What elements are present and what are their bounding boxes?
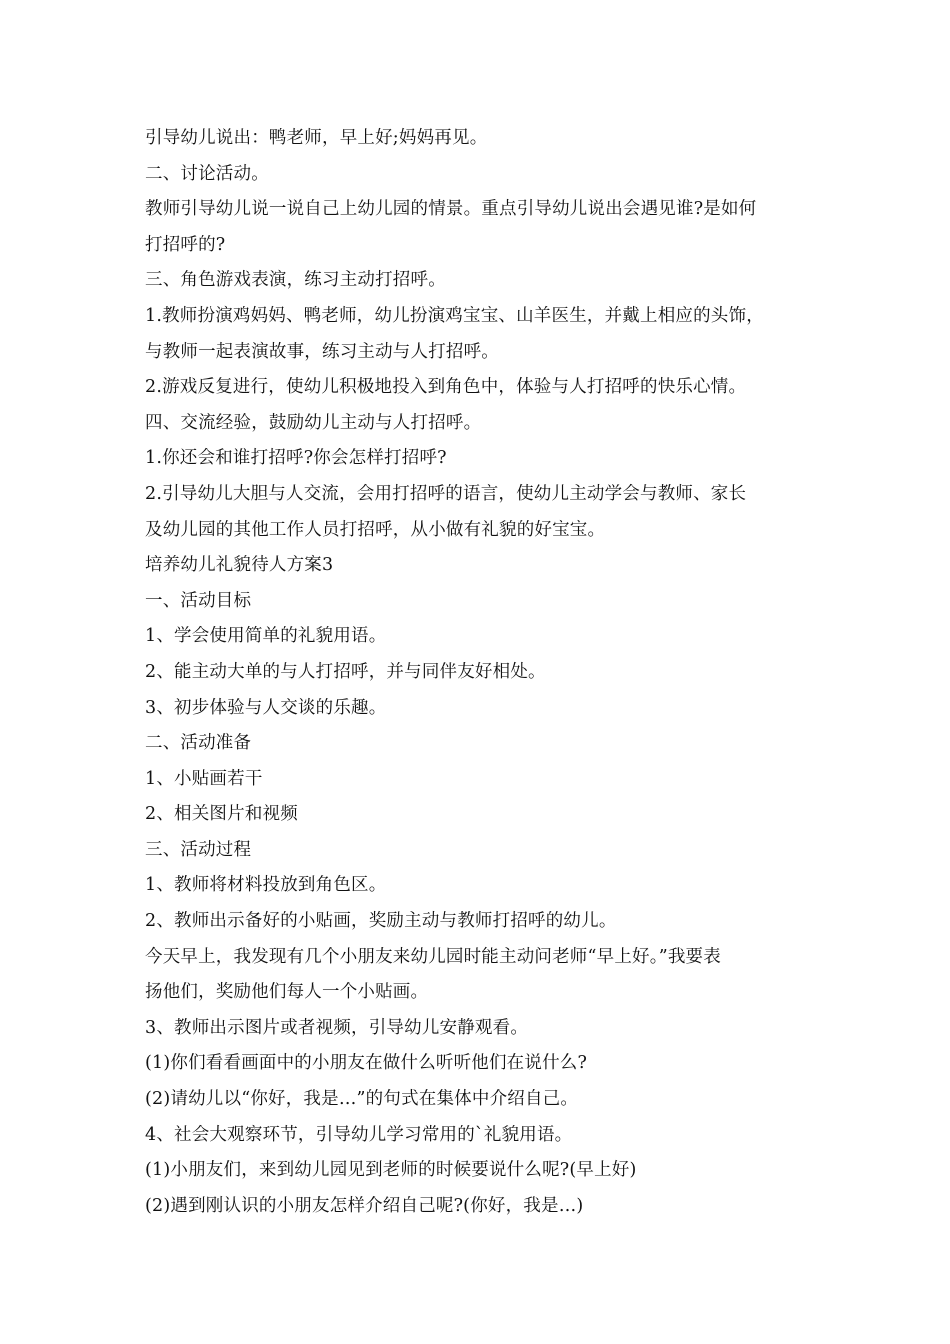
text-line: (1)小朋友们，来到幼儿园见到老师的时候要说什么呢?(早上好) (145, 1160, 637, 1181)
text-line: 与教师一起表演故事，练习主动与人打招呼。 (145, 341, 499, 362)
text-line: (2)遇到刚认识的小朋友怎样介绍自己呢?(你好，我是…) (145, 1195, 584, 1216)
text-line: 扬他们，奖励他们每人一个小贴画。 (145, 982, 429, 1003)
text-line: 4、社会大观察环节，引导幼儿学习常用的`礼貌用语。 (145, 1124, 573, 1145)
text-line: 1、小贴画若干 (145, 768, 263, 789)
text-line: 2.引导幼儿大胆与人交流，会用打招呼的语言，使幼儿主动学会与教师、家长 (145, 483, 747, 504)
text-line: 四、交流经验，鼓励幼儿主动与人打招呼。 (145, 412, 482, 433)
text-line: 今天早上，我发现有几个小朋友来幼儿园时能主动问老师“早上好。”我要表 (145, 946, 721, 967)
text-line: 教师引导幼儿说一说自己上幼儿园的情景。重点引导幼儿说出会遇见谁?是如何 (145, 199, 757, 220)
text-line: 1.教师扮演鸡妈妈、鸭老师，幼儿扮演鸡宝宝、山羊医生，并戴上相应的头饰， (145, 305, 764, 326)
text-line: (1)你们看看画面中的小朋友在做什么听听他们在说什么? (145, 1053, 588, 1074)
text-line: 一、活动目标 (145, 590, 252, 611)
text-line: 二、活动准备 (145, 733, 252, 754)
text-line: 引导幼儿说出：鸭老师，早上好;妈妈再见。 (145, 128, 488, 148)
text-line: 三、角色游戏表演，练习主动打招呼。 (145, 270, 446, 291)
text-line: 及幼儿园的其他工作人员打招呼，从小做有礼貌的好宝宝。 (145, 519, 606, 540)
text-line: 1、教师将材料投放到角色区。 (145, 875, 387, 896)
text-line: (2)请幼儿以“你好，我是…”的句式在集体中介绍自己。 (145, 1089, 579, 1110)
text-line: 3、初步体验与人交谈的乐趣。 (145, 697, 387, 718)
text-line: 2.游戏反复进行，使幼儿积极地投入到角色中，体验与人打招呼的快乐心情。 (145, 377, 747, 398)
text-line: 培养幼儿礼貌待人方案3 (145, 555, 334, 576)
text-line: 2、教师出示备好的小贴画，奖励主动与教师打招呼的幼儿。 (145, 911, 617, 932)
text-line: 三、活动过程 (145, 839, 252, 860)
text-line: 1、学会使用简单的礼貌用语。 (145, 626, 387, 647)
text-line: 二、讨论活动。 (145, 163, 269, 184)
text-line: 打招呼的? (145, 234, 226, 255)
text-line: 2、能主动大单的与人打招呼，并与同伴友好相处。 (145, 661, 546, 682)
text-line: 2、相关图片和视频 (145, 804, 298, 825)
text-line: 1.你还会和谁打招呼?你会怎样打招呼? (145, 448, 447, 469)
document-body (145, 121, 825, 1224)
text-line: 3、教师出示图片或者视频，引导幼儿安静观看。 (145, 1017, 529, 1038)
